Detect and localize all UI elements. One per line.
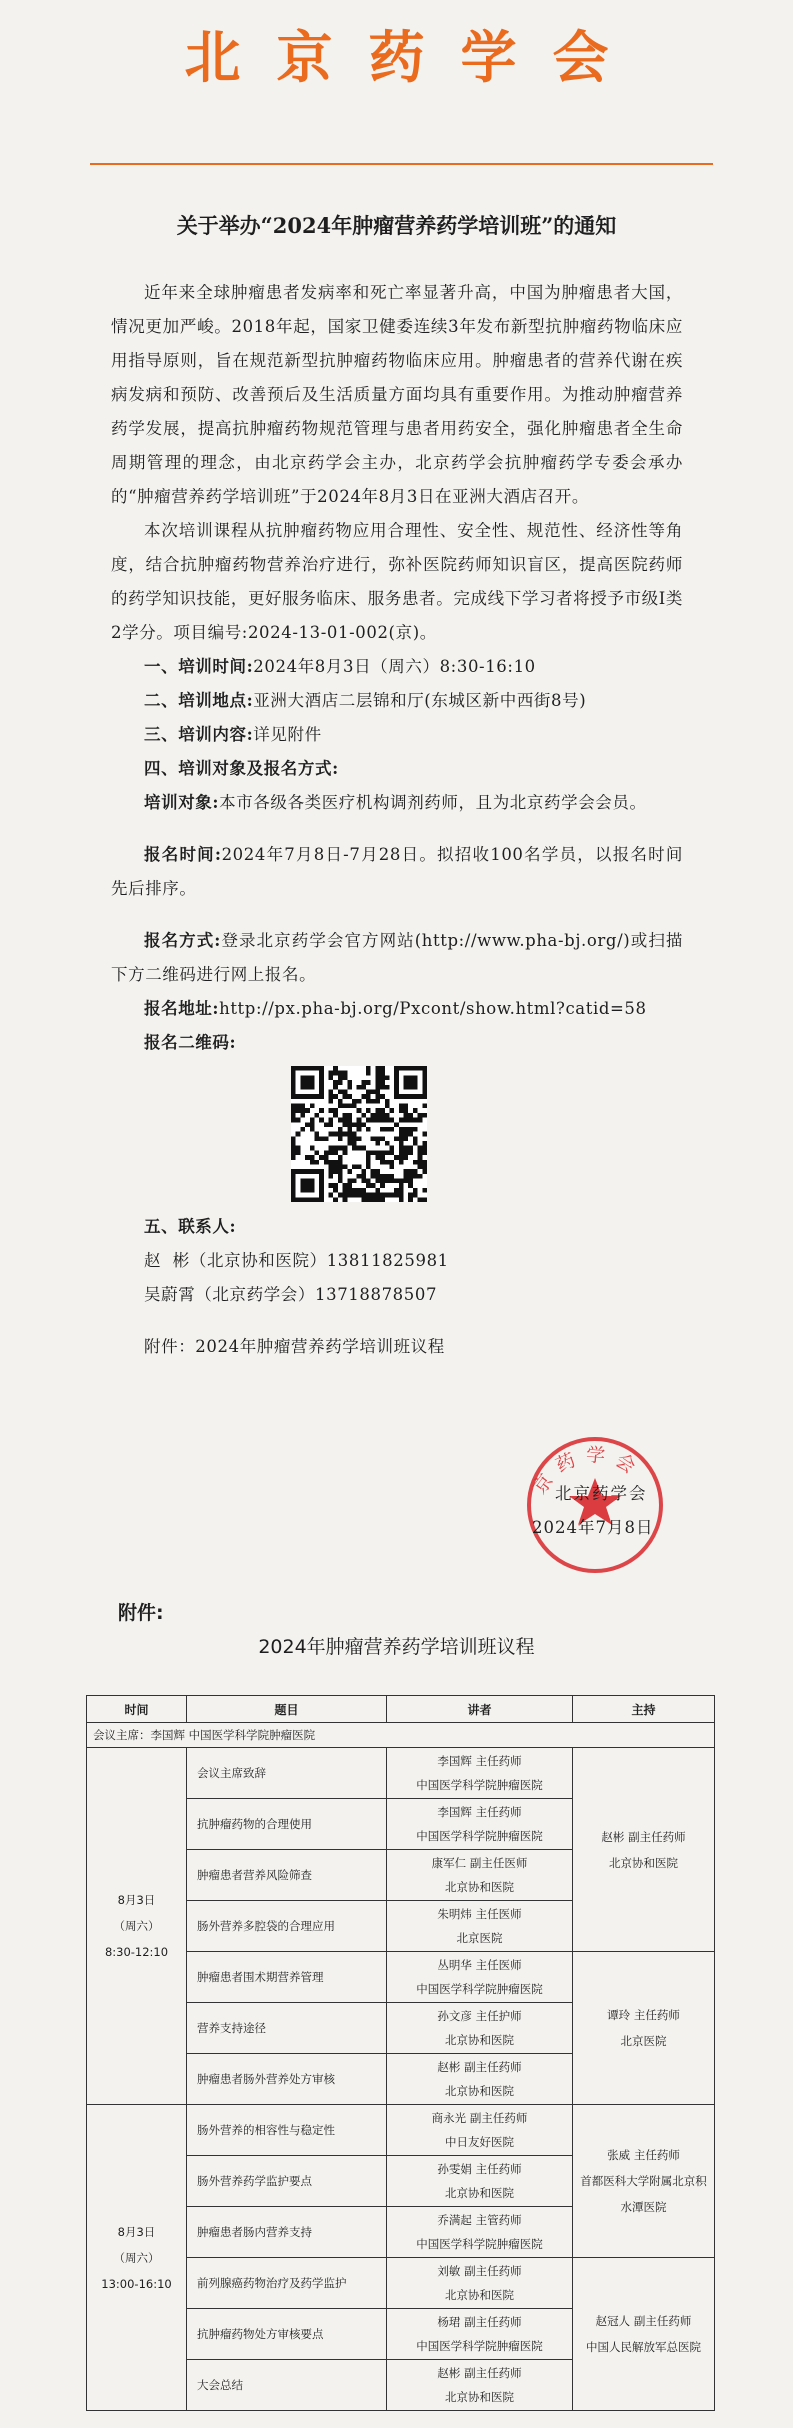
speaker-name: 杨珺 副主任药师 [437,2315,522,2329]
speaker-org: 中国医学科学院肿瘤医院 [416,1982,543,1996]
agenda-speaker [387,1850,573,1901]
speaker-name: 商永光 副主任药师 [431,2111,528,2125]
afternoon-date: 8月3日 [117,2224,156,2239]
registration-method-value: 登录北京药学会官方网站(http://www.pha-bj.org/)或扫描下方二维码进行网上报名。 [111,931,683,984]
morning-weekday: （周六） [113,1919,160,1933]
agenda-title: 2024年肿瘤营养药学培训班议程 [258,1636,535,1658]
letterhead-org-name: 北京药学会 [184,26,645,91]
agenda-host [573,1748,715,1952]
intro-paragraph-1: 近年来全球肿瘤患者发病率和死亡率显著升高，中国为肿瘤患者大国，情况更加严峻。2018年起，国家卫健委连续3年发布新型抗肿瘤药物临床应用指导原则，旨在规范新型抗肿瘤药物临床应用。肿瘤患者的营养代谢在疾病发病和预防、改善预后及生活质量方面均具有重要作用。为推动肿瘤营养药学发展，提高抗肿瘤药物规范管理与患者用药安全，强化肿瘤患者全生命周期管理的理念，由北京药学会主办，北京药学会抗肿瘤药学专委会承办的“肿瘤营养药学培训班”于2024年8月3日在亚洲大酒店召开。 [111,283,683,506]
notice-body [111,276,683,1364]
training-time-label: 一、培训时间: [144,657,254,676]
agenda-topic: 大会总结 [187,2360,387,2411]
agenda-topic: 肿瘤患者肠外营养处方审核 [187,2054,387,2105]
svg-text:京药学会: 京药学会 [528,1443,647,1499]
training-time [111,650,683,684]
morning-time: 8:30-12:10 [104,1945,169,1959]
letterhead-divider [90,163,713,165]
agenda-host [573,2105,715,2258]
afternoon-session-time [87,2105,187,2411]
table-row [87,2105,715,2156]
training-content-value: 详见附件 [253,725,322,744]
agenda-topic: 抗肿瘤药物的合理使用 [187,1799,387,1850]
speaker-org: 中国医学科学院肿瘤医院 [416,2237,543,2251]
training-place-label: 二、培训地点: [144,691,254,710]
registration-time-label: 报名时间: [144,845,222,864]
training-target-value: 本市各级各类医疗机构调剂药师，且为北京药学会会员。 [219,793,647,812]
host-name: 赵彬 副主任药师 [601,1829,686,1844]
agenda-speaker [387,1748,573,1799]
registration-qr-code[interactable] [291,1066,427,1202]
agenda-speaker [387,2258,573,2309]
agenda-header-speaker: 讲者 [387,1696,573,1723]
training-place-value: 亚洲大酒店二层锦和厅(东城区新中西街8号) [253,691,587,710]
registration-time [111,838,683,906]
speaker-name: 孙文彦 主任护师 [437,2009,522,2023]
agenda-speaker [387,1901,573,1952]
morning-session-time [87,1748,187,2105]
agenda-topic: 肠外营养多腔袋的合理应用 [187,1901,387,1952]
contact-heading: 五、联系人: [144,1217,237,1236]
training-content-label: 三、培训内容: [144,725,254,744]
speaker-org: 北京协和医院 [445,2288,514,2302]
host-org: 北京协和医院 [609,1855,678,1870]
signature-date: 2024年7月8日 [532,1518,654,1537]
agenda-topic: 肠外营养药学监护要点 [187,2156,387,2207]
afternoon-time: 13:00-16:10 [101,2276,172,2291]
agenda-chair: 会议主席：李国辉 中国医学科学院肿瘤医院 [87,1723,715,1748]
agenda-speaker [387,2156,573,2207]
intro-paragraph-2: 本次培训课程从抗肿瘤药物应用合理性、安全性、规范性、经济性等角度，结合抗肿瘤药物营养治疗进行，弥补医院药师知识盲区，提高医院药师的药学知识技能，更好服务临床、服务患者。完成线下学习者将授予市级Ⅰ类2学分。项目编号:2024-13-01-002(京)。 [111,521,683,642]
host-name: 张威 主任药师 [607,2148,680,2162]
contact-wu-weixiao: 吴蔚霄（北京药学会）13718878507 [144,1285,438,1304]
signature-org: 北京药学会 [555,1484,648,1503]
speaker-org: 北京协和医院 [445,2186,514,2200]
host-org: 首都医科大学附属北京积水潭医院 [580,2174,707,2214]
agenda-host [573,2258,715,2411]
speaker-name: 孙雯娟 主任药师 [437,2162,522,2176]
agenda-header-time: 时间 [87,1696,187,1723]
registration-url-label: 报名地址: [144,999,220,1018]
speaker-name: 赵彬 副主任药师 [437,2366,522,2380]
host-name: 赵冠人 副主任药师 [595,2314,692,2328]
registration-qr-label: 报名二维码: [144,1033,237,1052]
agenda-topic: 肠外营养的相容性与稳定性 [187,2105,387,2156]
training-place [111,684,683,718]
speaker-name: 李国辉 主任药师 [437,1754,522,1768]
speaker-org: 中日友好医院 [445,2135,514,2149]
speaker-org: 北京协和医院 [445,2084,514,2098]
agenda-topic: 营养支持途径 [187,2003,387,2054]
speaker-org: 中国医学科学院肿瘤医院 [416,2339,543,2353]
speaker-name: 刘敏 副主任药师 [437,2264,522,2278]
agenda-table [86,1695,715,2411]
speaker-org: 中国医学科学院肿瘤医院 [416,1829,543,1843]
agenda-topic: 肿瘤患者肠内营养支持 [187,2207,387,2258]
afternoon-weekday: （周六） [113,2250,160,2265]
registration-method-label: 报名方式: [144,931,221,950]
agenda-speaker [387,2360,573,2411]
agenda-topic: 肿瘤患者围术期营养管理 [187,1952,387,2003]
agenda-speaker [387,1952,573,2003]
speaker-org: 北京协和医院 [445,1880,514,1894]
table-row [87,1748,715,1799]
agenda-topic: 会议主席致辞 [187,1748,387,1799]
agenda-header-host: 主持 [573,1696,715,1723]
speaker-name: 乔满起 主管药师 [437,2213,522,2227]
notice-title: 关于举办“2024年肿瘤营养药学培训班”的通知 [176,213,617,238]
training-target-label: 培训对象: [144,793,220,812]
agenda-topic: 前列腺癌药物治疗及药学监护 [187,2258,387,2309]
training-content [111,718,683,752]
speaker-name: 李国辉 主任药师 [437,1805,522,1819]
agenda-speaker [387,1799,573,1850]
agenda-speaker [387,2054,573,2105]
training-target [111,786,683,820]
speaker-org: 北京协和医院 [445,2033,514,2047]
contact-zhao-bin: 赵 彬（北京协和医院）13811825981 [144,1251,449,1270]
morning-date: 8月3日 [117,1893,156,1907]
registration-method [111,924,683,992]
speaker-name: 朱明炜 主任医师 [437,1907,522,1921]
training-time-value: 2024年8月3日（周六）8:30-16:10 [253,657,536,676]
attachment-note: 附件：2024年肿瘤营养药学培训班议程 [144,1337,445,1356]
agenda-speaker [387,2207,573,2258]
target-heading: 四、培训对象及报名方式: [144,759,339,778]
speaker-org: 北京医院 [456,1931,503,1945]
agenda-chair-row [87,1723,715,1748]
agenda-header-row [87,1696,715,1723]
speaker-name: 康军仁 副主任医师 [431,1856,528,1870]
agenda-host [573,1952,715,2105]
host-org: 中国人民解放军总医院 [586,2340,701,2354]
host-name: 谭玲 主任药师 [607,2008,680,2022]
agenda-topic: 肿瘤患者营养风险筛查 [187,1850,387,1901]
speaker-org: 北京协和医院 [445,2390,514,2404]
agenda-topic: 抗肿瘤药物处方审核要点 [187,2309,387,2360]
host-org: 北京医院 [620,2034,667,2048]
attachment-label: 附件: [118,1602,164,1624]
registration-time-value: 2024年7月8日-7月28日。拟招收100名学员，以报名时间先后排序。 [111,845,683,898]
agenda-speaker [387,2003,573,2054]
agenda-header-topic: 题目 [187,1696,387,1723]
speaker-name: 赵彬 副主任药师 [437,2060,522,2074]
speaker-name: 丛明华 主任医师 [437,1958,522,1972]
registration-url [111,992,683,1026]
speaker-org: 中国医学科学院肿瘤医院 [416,1778,543,1792]
agenda-speaker [387,2105,573,2156]
signature-block [510,1410,730,1610]
agenda-speaker [387,2309,573,2360]
registration-url-link[interactable]: http://px.pha-bj.org/Pxcont/show.html?catid=58 [219,999,647,1018]
